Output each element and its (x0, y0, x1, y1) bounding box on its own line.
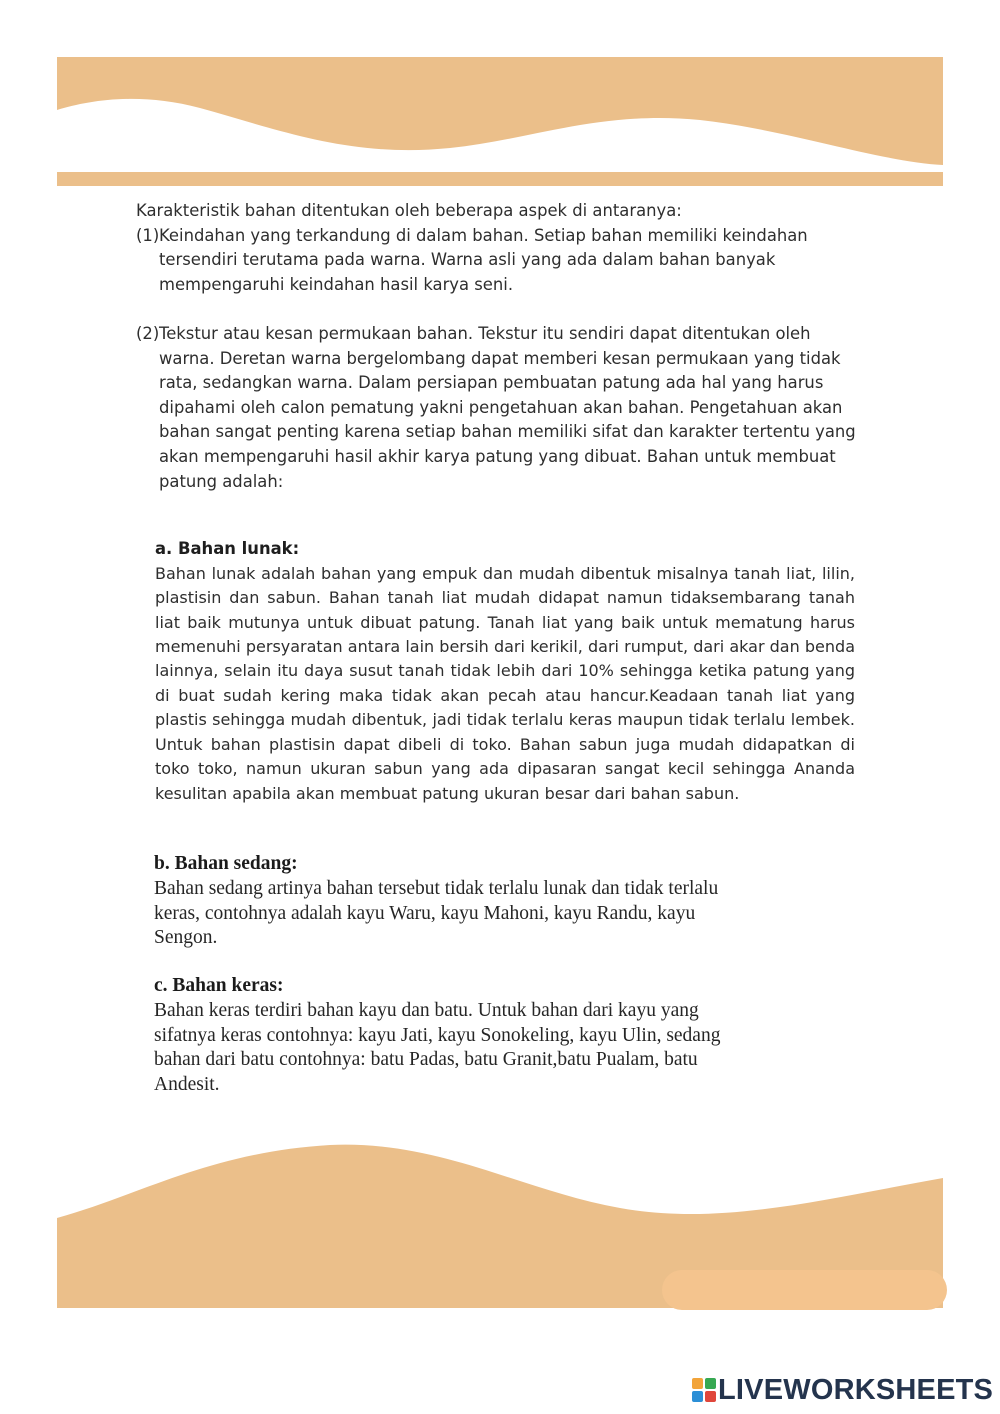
item-number: (2) (136, 323, 160, 343)
brand-name: LIVEWORKSHEETS (718, 1374, 994, 1406)
section-title: c. Bahan keras: (154, 975, 284, 996)
section-title: a. Bahan lunak: (155, 539, 300, 558)
liveworksheets-logo-icon (692, 1378, 716, 1402)
item-line: patung adalah: (159, 471, 284, 491)
top-wave (57, 57, 943, 165)
intro-section (136, 199, 896, 494)
item-line: mempengaruhi keindahan hasil karya seni. (159, 274, 514, 294)
item-number: (1) (136, 225, 160, 245)
section-line: bahan dari batu contohnya: batu Padas, batu Granit,batu Pualam, batu (154, 1049, 698, 1071)
item-line: Keindahan yang terkandung di dalam bahan. Setiap bahan memiliki keindahan (159, 225, 808, 245)
section-bahan-keras (154, 974, 834, 1098)
item-line: dipahami oleh calon pematung yakni pengetahuan akan bahan. Pengetahuan akan (159, 397, 843, 417)
item-line: akan mempengaruhi hasil akhir karya patung yang dibuat. Bahan untuk membuat (159, 446, 836, 466)
item-line: rata, sedangkan warna. Dalam persiapan pembuatan patung ada hal yang harus (159, 373, 824, 393)
bottom-highlight (662, 1270, 947, 1310)
liveworksheets-brand[interactable] (692, 1374, 993, 1406)
item-line: bahan sangat penting karena setiap bahan memiliki sifat dan karakter tertentu yang (159, 422, 856, 442)
section-line: Bahan keras terdiri bahan kayu dan batu. Untuk bahan dari kayu yang (154, 999, 699, 1021)
section-line: Sengon. (154, 927, 218, 949)
item-line: warna. Deretan warna bergelombang dapat memberi kesan permukaan yang tidak (159, 348, 841, 368)
section-line: Bahan sedang artinya bahan tersebut tidak terlalu lunak dan tidak terlalu (154, 877, 719, 899)
intro-item-1 (136, 224, 896, 249)
top-stripe (57, 172, 943, 186)
section-paragraph: Bahan lunak adalah bahan yang empuk dan mudah dibentuk misalnya tanah liat, lilin, plastisin dan sabun. Bahan tanah liat mudah didapat namun tidaksembarang tanah liat baik mutunya untuk dibuat patung. Tanah liat yang baik untuk mematung harus memenuhi persyaratan antara lain bersih dari kerikil, dari rumput, dari akar dan benda lainnya, selain itu daya susut tanah tidak lebih dari 10% sehingga ketika patung yang di buat sudah kering maka tidak akan pecah atau hancur.Keadaan tanah liat yang plastis sehingga mudah dibentuk, jadi tidak terlalu keras maupun tidak terlalu lembek. Untuk bahan plastisin dapat dibeli di toko. Bahan sabun juga mudah didapatkan di toko toko, namun ukuran sabun yang ada dipasaran sangat kecil sehingga Ananda kesulitan apabila akan membuat patung ukuran besar dari bahan sabun. (155, 563, 855, 803)
section-bahan-sedang (154, 852, 834, 951)
section-line: sifatnya keras contohnya: kayu Jati, kayu Sonokeling, kayu Ulin, sedang (154, 1024, 721, 1046)
intro-lead: Karakteristik bahan ditentukan oleh beberapa aspek di antaranya: (136, 201, 682, 220)
item-line: Tekstur atau kesan permukaan bahan. Tekstur itu sendiri dapat ditentukan oleh (159, 323, 811, 343)
intro-item-2 (136, 322, 896, 347)
item-line: tersendiri terutama pada warna. Warna asli yang ada dalam bahan banyak (159, 250, 776, 270)
section-title: b. Bahan sedang: (154, 853, 298, 874)
section-line: keras, contohnya adalah kayu Waru, kayu Mahoni, kayu Randu, kayu (154, 902, 696, 924)
section-bahan-lunak (155, 537, 855, 806)
section-line: Andesit. (154, 1074, 220, 1096)
